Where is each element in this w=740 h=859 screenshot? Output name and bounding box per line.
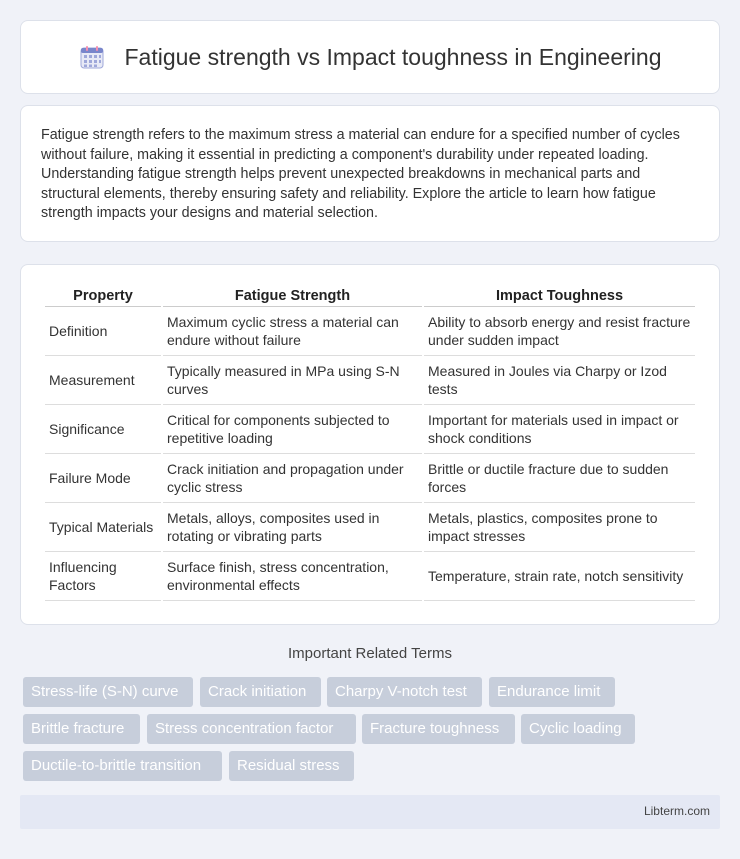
row-property: Measurement — [45, 356, 161, 405]
row-fatigue: Crack initiation and propagation under cyclic stress — [163, 454, 422, 503]
footer — [20, 795, 720, 829]
tag-brittle-fracture[interactable]: Brittle fracture — [23, 714, 140, 744]
header-property: Property — [45, 286, 161, 307]
tag-fracture-toughness[interactable]: Fracture toughness — [362, 714, 515, 744]
table-row — [45, 503, 695, 552]
tag-endurance-limit[interactable]: Endurance limit — [489, 677, 615, 707]
row-property: Definition — [45, 307, 161, 356]
header-card — [20, 20, 720, 94]
row-impact: Brittle or ductile fracture due to sudden forces — [424, 454, 695, 503]
row-impact: Important for materials used in impact or shock conditions — [424, 405, 695, 454]
comparison-table-card — [20, 264, 720, 625]
table-row — [45, 552, 695, 601]
table-row — [45, 356, 695, 405]
calendar-grid-icon — [79, 44, 105, 70]
page-title: Fatigue strength vs Impact toughness in Engineering — [124, 43, 662, 70]
tag-residual-stress[interactable]: Residual stress — [229, 751, 354, 781]
row-impact: Ability to absorb energy and resist fracture under sudden impact — [424, 307, 695, 356]
header-impact-toughness: Impact Toughness — [424, 286, 695, 307]
table-row — [45, 454, 695, 503]
row-property: Significance — [45, 405, 161, 454]
table-header-row — [45, 286, 695, 307]
row-fatigue: Critical for components subjected to repetitive loading — [163, 405, 422, 454]
row-fatigue: Typically measured in MPa using S-N curves — [163, 356, 422, 405]
row-impact: Temperature, strain rate, notch sensitivity — [424, 552, 695, 601]
footer-brand-link[interactable]: Libterm.com — [643, 804, 710, 818]
comparison-table — [43, 286, 697, 601]
intro-card — [20, 105, 720, 242]
tag-crack-initiation[interactable]: Crack initiation — [200, 677, 321, 707]
intro-paragraph: Fatigue strength refers to the maximum stress a material can endure for a specified number of cycles without failure, making it essential in predicting a component's durability under repeated loading. Understanding fatigue strength helps prevent unexpected breakdowns in mechanical parts and structural elements, thereby ensuring safety and reliability. Explore the article to learn how fatigue strength impacts your designs and material selection. — [41, 127, 680, 221]
table-row — [45, 405, 695, 454]
tag-stress-concentration-factor[interactable]: Stress concentration factor — [147, 714, 356, 744]
row-impact: Metals, plastics, composites prone to impact stresses — [424, 503, 695, 552]
row-fatigue: Metals, alloys, composites used in rotating or vibrating parts — [163, 503, 422, 552]
row-property: Typical Materials — [45, 503, 161, 552]
row-impact: Measured in Joules via Charpy or Izod tests — [424, 356, 695, 405]
tag-cyclic-loading[interactable]: Cyclic loading — [521, 714, 635, 744]
tag-ductile-to-brittle-transition[interactable]: Ductile-to-brittle transition — [23, 751, 222, 781]
row-fatigue: Maximum cyclic stress a material can endure without failure — [163, 307, 422, 356]
tag-stress-life-curve[interactable]: Stress-life (S-N) curve — [23, 677, 193, 707]
related-terms-title: Important Related Terms — [288, 645, 452, 662]
row-fatigue: Surface finish, stress concentration, environmental effects — [163, 552, 422, 601]
row-property: Influencing Factors — [45, 552, 161, 601]
tag-charpy-v-notch-test[interactable]: Charpy V-notch test — [327, 677, 482, 707]
row-property: Failure Mode — [45, 454, 161, 503]
header-fatigue-strength: Fatigue Strength — [163, 286, 422, 307]
table-row — [45, 307, 695, 356]
